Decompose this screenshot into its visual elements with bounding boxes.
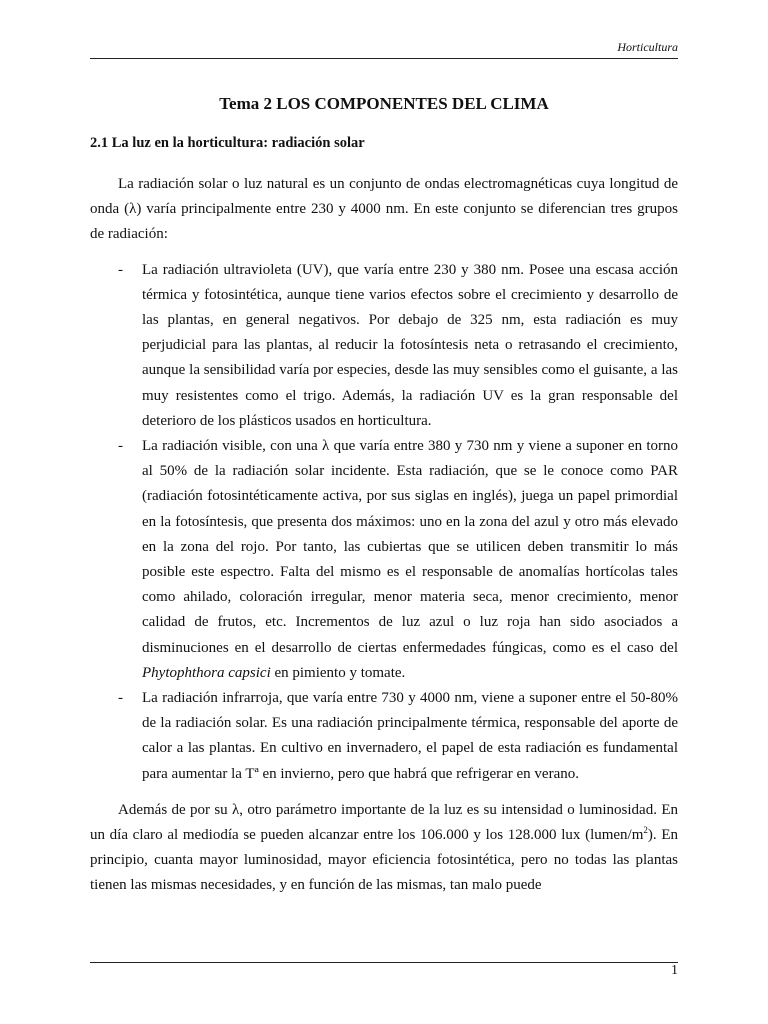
closing-text-end: ). En principio, cuanta mayor luminosidad, mayor eficiencia fotosintética, pero no todas las plantas tienen las mismas necesidades, y en función de las mismas, tan malo puede [90,827,678,894]
running-header: Horticultura [617,40,678,54]
page-content [90,92,678,899]
lambda-symbol: λ [232,801,240,818]
footer-rule [90,962,678,963]
chapter-title: Tema 2 LOS COMPONENTES DEL CLIMA [219,94,549,113]
list-dash: - [118,261,123,278]
intro-paragraph [90,172,678,248]
closing-text-start: Además de por su [118,801,233,818]
intro-text-end: ) varía principalmente entre 230 y 4000 nm. En este conjunto se diferencian tres grupos de radiación: [90,201,679,243]
page-number: 1 [671,963,678,978]
intro-text-start: La radiación solar o luz natural es un conjunto de ondas electromagnéticas cuya longitud de onda ( [90,176,678,218]
species-name: Phytophthora capsici [142,664,271,681]
list-dash: - [118,690,123,707]
closing-paragraph [90,798,678,899]
header-rule [90,58,678,59]
radiation-list [90,258,678,787]
section-title: 2.1 La luz en la horticultura: radiación solar [90,135,365,151]
uv-text: La radiación ultravioleta (UV), que varía entre 230 y 380 nm. Posee una escasa acción térmica y fotosintética, aunque tiene varios efectos sobre el crecimiento y desarrollo de las plantas, en general negativos. Por debajo de 325 nm, esta radiación es muy perjudicial para las plantas, al reducir la fotosíntesis neta o retrasando el crecimiento, aunque la sensibilidad varía por especies, desde las muy sensibles como el guisante, a las muy resistentes como el trigo. Además, la radiación UV es la gran responsable del deterioro de los plásticos usados en horticultura. [142,261,678,429]
superscript-two: 2 [643,825,648,836]
list-dash: - [118,438,123,455]
lambda-symbol: λ [129,201,137,218]
visible-text-end: en pimiento y tomate. [270,664,406,681]
infrared-text: La radiación infrarroja, que varía entre 730 y 4000 nm, viene a suponer entre el 50-80% de la radiación solar. Es una radiación principalmente térmica, responsable del aporte de calor a las plantas. En cultivo en invernadero, el papel de esta radiación es fundamental para aumentar la Tª en invierno, pero que habrá que refrigerar en verano. [142,690,678,782]
list-item-infrared [90,686,678,787]
lambda-symbol: λ [322,438,330,455]
visible-text-body: que varía entre 380 y 730 nm y viene a suponer en torno al 50% de la radiación solar incidente. Esta radiación, que se le conoce como PAR (radiación fotosintéticamente activa, por sus siglas en inglés), juega un papel primordial en la fotosíntesis, que presenta dos máximos: uno en la zona del azul y otro más elevado en la zona del rojo. Por tanto, las cubiertas que se utilicen deben transmitir lo más posible este espectro. Falta del mismo es el responsable de anomalías hortícolas tales como ahilado, coloración irregular, menor materia seca, menor crecimiento, menor calidad de frutos, etc. Incrementos de luz azul o luz roja han sido asociados a disminuciones en el desarrollo de ciertas enfermedades fúngicas, como es el caso del [142,438,679,656]
visible-text-start: La radiación visible, con una [142,438,323,455]
list-item-visible [90,434,678,686]
closing-text-middle: , otro parámetro importante de la luz es su intensidad o luminosidad. En un día claro al mediodía se pueden alcanzar entre los 106.000 y los 128.000 lux (lumen/m [90,801,678,844]
list-item-uv [90,258,678,434]
